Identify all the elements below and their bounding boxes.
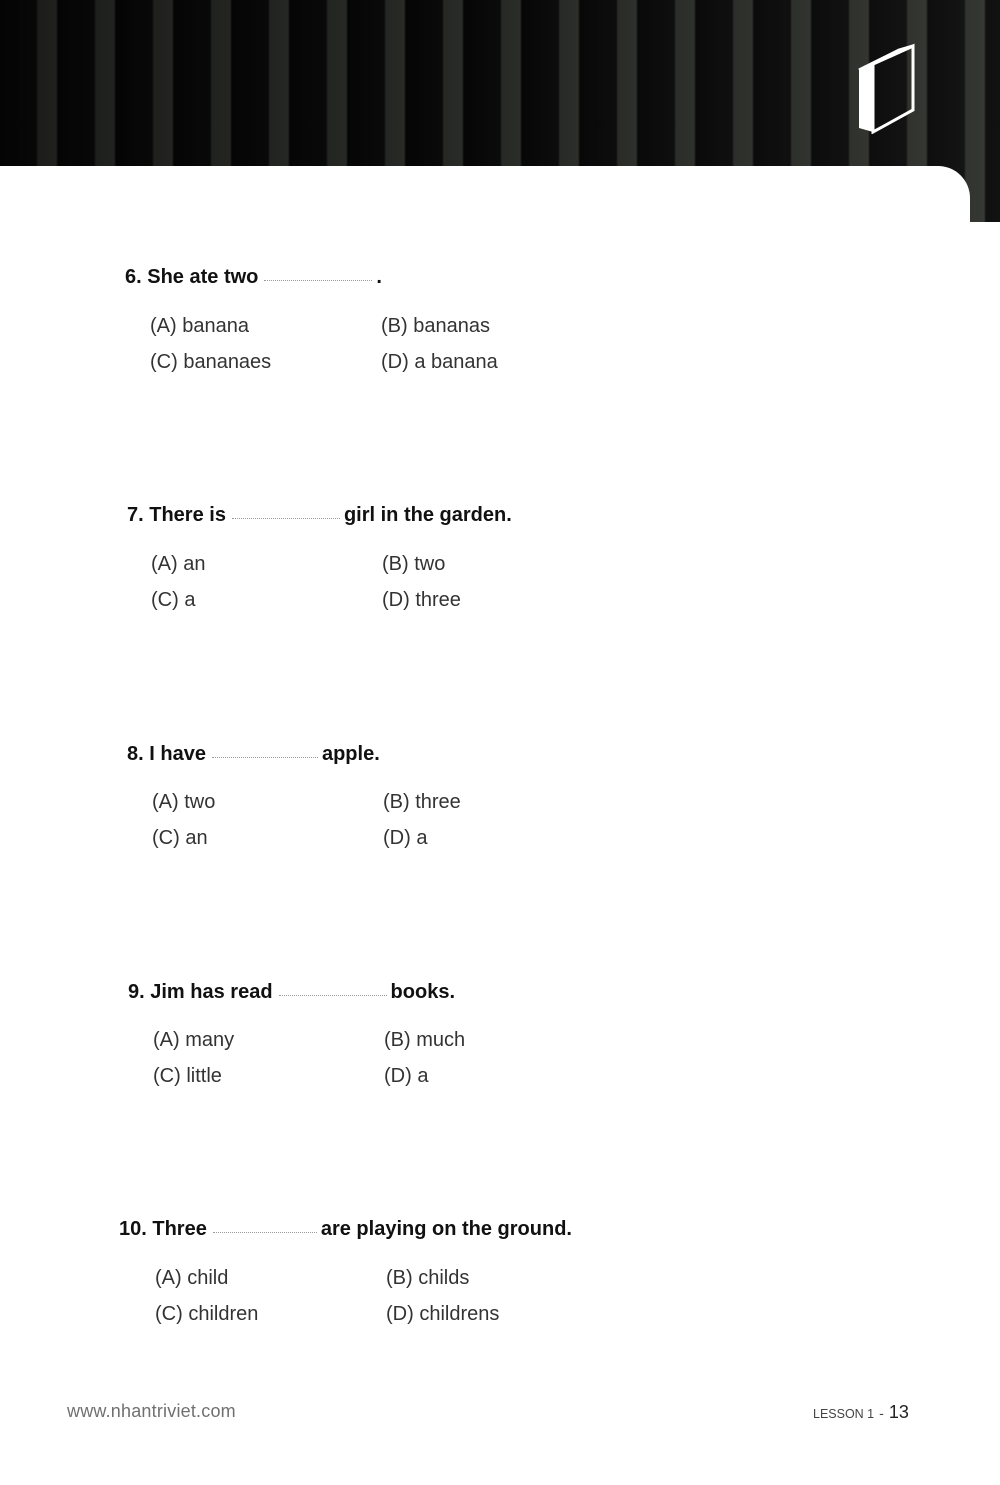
option-c[interactable]: (C) children <box>155 1303 259 1325</box>
option-a[interactable]: (A) many <box>153 1029 235 1051</box>
option-c[interactable]: (C) an <box>152 827 208 849</box>
option-d[interactable]: (D) childrens <box>386 1303 500 1325</box>
answer-blank[interactable] <box>213 1231 317 1233</box>
option-c[interactable]: (C) bananaes <box>150 351 272 373</box>
question-text-before: Jim has read <box>150 981 273 1003</box>
book-icon <box>855 42 919 134</box>
footer-page-label <box>813 1402 909 1423</box>
option-a[interactable]: (A) two <box>152 791 216 813</box>
question-text-after: books. <box>390 981 455 1003</box>
question-text-before: She ate two <box>147 266 259 288</box>
answer-blank[interactable] <box>232 517 340 519</box>
question-number: 8. <box>127 743 144 765</box>
question-stem <box>127 742 380 766</box>
question-stem <box>127 503 512 527</box>
option-a[interactable]: (A) child <box>155 1267 229 1289</box>
answer-blank[interactable] <box>279 994 387 996</box>
answer-blank[interactable] <box>264 279 372 281</box>
answer-blank[interactable] <box>212 756 318 758</box>
option-a[interactable]: (A) banana <box>150 315 249 337</box>
option-d[interactable]: (D) three <box>382 589 461 611</box>
question-text-after: girl in the garden. <box>343 504 512 526</box>
question-number: 6. <box>125 266 142 288</box>
question-text-before: Three <box>152 1218 207 1240</box>
page-number: 13 <box>888 1402 909 1422</box>
option-a[interactable]: (A) an <box>151 553 206 575</box>
question-text-after: . <box>376 266 382 288</box>
question-text-before: There is <box>149 504 226 526</box>
question-stem <box>119 1217 572 1241</box>
option-d[interactable]: (D) a <box>383 827 428 849</box>
question-number: 10. <box>119 1218 147 1240</box>
option-b[interactable]: (B) childs <box>386 1267 470 1289</box>
option-b[interactable]: (B) three <box>383 791 461 813</box>
question-text-after: apple. <box>321 743 380 765</box>
separator: - <box>879 1405 884 1421</box>
footer-website[interactable]: www.nhantriviet.com <box>67 1401 236 1421</box>
question-text-after: are playing on the ground. <box>320 1218 572 1240</box>
page-panel-lower <box>970 222 1000 1485</box>
option-c[interactable]: (C) little <box>153 1065 222 1087</box>
option-b[interactable]: (B) two <box>382 553 446 575</box>
question-text-before: I have <box>149 743 206 765</box>
option-c[interactable]: (C) a <box>151 589 196 611</box>
option-d[interactable]: (D) a banana <box>381 351 498 373</box>
option-d[interactable]: (D) a <box>384 1065 429 1087</box>
option-b[interactable]: (B) much <box>384 1029 466 1051</box>
question-number: 9. <box>128 981 145 1003</box>
lesson-label: LESSON 1 <box>813 1407 875 1421</box>
question-number: 7. <box>127 504 144 526</box>
option-b[interactable]: (B) bananas <box>381 315 490 337</box>
question-stem <box>125 265 382 289</box>
question-stem <box>128 980 455 1004</box>
